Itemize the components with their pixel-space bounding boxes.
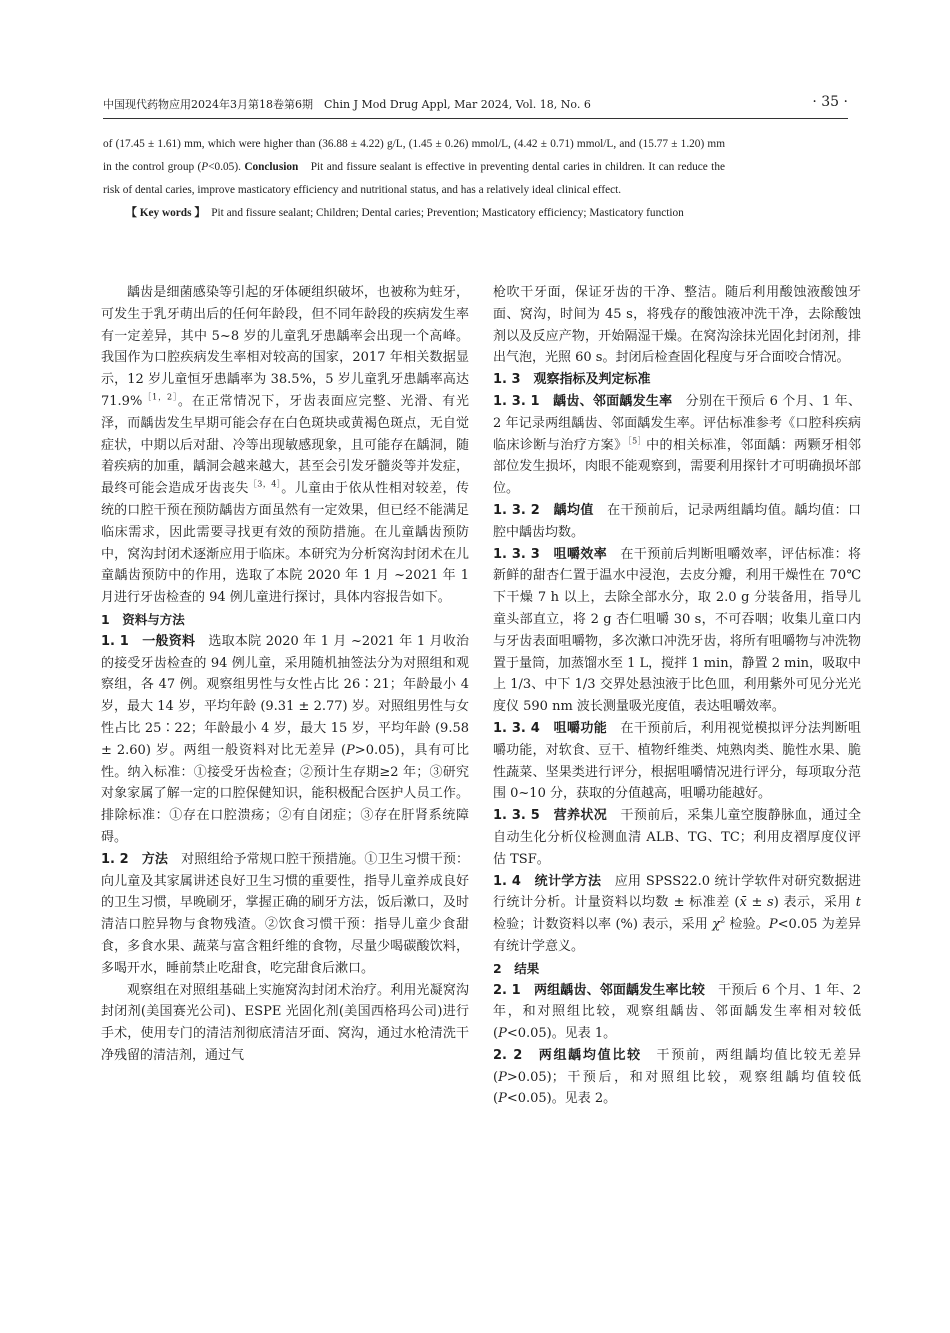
keywords-label: 【 Key words 】 [125,207,200,219]
subsection-heading: 1. 1 一般资料 [101,633,196,649]
section-caries-incidence: 1. 3. 1 龋齿、邻面龋发生率 分别在干预后 6 个月、1 年、2 年记录两组龋齿、邻面龋发生率。评估标准参考《口腔科疾病临床诊断与治疗方案》$^{[5]}$中的相关标准，邻面龋：两颗牙相邻部位发生损坏，肉眼不能观察到，需要利用探针才可明确损坏部位。 [493,393,861,497]
abstract-results-conclusion: of (17.45 ± 1.61) mm, which were higher than (36.88 ± 4.22) g/L, (1.45 ± 0.26) mmol/L, (4.42 ± 0.71) mmol/L, and (15.77 ± 1.20) mm in the control group (P<0.05). Conclusion Pit and fissure sealant is effective in preventing dental caries in children. It can reduce the risk of dental caries, improve masticatory efficiency and nutritional status, and has a relatively ideal clinical effect. [103,138,725,196]
section-nutrition: 1. 3. 5 营养状况 干预前后，采集儿童空腹静脉血，通过全自动生化分析仪检测血清 ALB、TG、TC；利用皮褶厚度仪评估 TSF。 [493,808,861,867]
right-column [493,282,861,1110]
section-masticatory-efficiency: 1. 3. 3 咀嚼效率 在干预前后判断咀嚼效率，评估标准：将新鲜的甜杏仁置于温水中浸泡，去皮分瓣，利用干燥性在 70℃下干燥 7 h 以上，去除全部水分，取 2.0 g 分装备用，指导儿童头部直立，将 2 g 杏仁咀嚼 30 s，不可吞咽；收集儿童口内与牙齿表面咀嚼物，多次漱口冲洗牙齿，将所有咀嚼物与冲洗物置于量筒，加蒸馏水至 1 L，搅拌 1 min，静置 2 min，吸取中上 1/3、中下 1/3 交界处悬浊液于比色皿，利用紫外可见分光光度仪 590 nm 波长测量吸光度值，表达咀嚼效率。 [493,546,861,715]
section-result-incidence: 2. 1 两组龋齿、邻面龋发生率比较 干预后 6 个月、1 年、2 年，和对照组比较，观察组龋齿、邻面龋发生率相对较低 (P<0.05)。见表 1。 [493,982,861,1042]
running-header [103,96,848,116]
citation-ref: ［5］ [627,436,647,446]
header-divider [103,118,848,119]
section-dmft: 1. 3. 2 龋均值 在干预前后，记录两组龋均值。龋均值：口腔中龋齿均数。 [493,502,861,540]
subsection-heading: 1. 3. 1 龋齿、邻面龋发生率 [493,393,673,409]
subsection-heading: 1. 3. 3 咀嚼效率 [493,546,608,562]
page-number: · 35 · [812,94,848,110]
section-general-data: 1. 1 一般资料 选取本院 2020 年 1 月 ~2021 年 1 月收治的接受牙齿检查的 94 例儿童，采用随机抽签法分为对照组和观察组，各 47 例。观察组男性与女性占比 26∶21；年龄最小 4 岁，最大 14 岁，平均年龄 (9.31 ± 2.77) 岁。对照组男性与女性占比 25∶22；年龄最小 4 岁，最大 15 岁，平均年龄 (9.58 ± 2.60) 岁。两组一般资料对比无差异 (P>0.05)，具有可比性。纳入标准：①接受牙齿检查；②预计生存期≥2 年；③研究对象家属了解一定的口腔保健知识，能积极配合医护人员工作。排除标准：①存在口腔溃疡；②有自闭症；③存在肝肾系统障碍。 [101,633,469,845]
section-statistics: 1. 4 统计学方法 应用 SPSS22.0 统计学软件对研究数据进行统计分析。计量资料以均数 ± 标准差 (x̄ ± s) 表示，采用 t 检验；计数资料以率 (%) 表示，采用 $\chi^2$ 检验。P<0.05 为差异有统计学意义。 [493,873,861,954]
section-heading-results: 2 结果 [493,960,540,976]
subsection-heading: 2. 1 两组龋齿、邻面龋发生率比较 [493,982,705,998]
methods-continued: 枪吹干牙面，保证牙齿的干净、整洁。随后利用酸蚀液酸蚀牙面、窝沟，时间为 45 s，将残存的酸蚀液冲洗干净，去除酸蚀剂以及反应产物，开始隔湿干燥。在窝沟涂抹光固化封闭剂，排出气泡，光照 60 s。封闭后检查固化程度与牙合面咬合情况。 [493,285,861,366]
section-masticatory-function: 1. 3. 4 咀嚼功能 在干预前后，利用视觉模拟评分法判断咀嚼功能，对软食、豆干、植物纤维类、炖熟肉类、脆性水果、脆性蔬菜、坚果类进行评分，根据咀嚼情况进行评分，每项取分范围 0~10 分，获取的分值越高，咀嚼功能越好。 [493,720,861,802]
subsection-heading: 2. 2 两组龋均值比较 [493,1047,642,1063]
left-column [101,282,469,1067]
subsection-heading-indicators: 1. 3 观察指标及判定标准 [493,372,651,388]
introduction-paragraph: 龋齿是细菌感染等引起的牙体硬组织破坏，也被称为蛀牙，可发生于乳牙萌出后的任何年龄段，但不同年龄段的疾病发生率有一定差异，其中 5~8 岁的儿童乳牙患龋率会出现一个高峰。我国作为口腔疾病发生率相对较高的国家，2017 年相关数据显示，12 岁儿童恒牙患龋率为 38.5%，5 岁儿童乳牙患龋率高达 71.9%$^{[1,2]}$。在正常情况下，牙齿表面应完整、光滑、有光泽，而龋齿发生早期可能会存在白色斑块或黄褐色斑点，无自觉症状，中期以后对甜、冷等出现敏感现象，且可能存在龋洞，随着疾病的加重，龋洞会越来越大，甚至会引发牙髓炎等并发症，最终可能会造成牙齿丧失$^{[3,4]}$。儿童由于依从性相对较差，传统的口腔干预在预防龋齿方面虽然有一定效果，但已经不能满足临床需求，因此需要寻找更有效的预防措施。在儿童龋齿预防中，窝沟封闭术逐渐应用于临床。本研究为分析窝沟封闭术在儿童龋齿预防中的作用，选取了本院 2020 年 1 月 ~2021 年 1 月进行牙齿检查的 94 例儿童进行探讨，具体内容报告如下。 [101,285,469,606]
conclusion-label: Conclusion [244,161,299,173]
section-methods: 1. 2 方法 对照组给予常规口腔干预措施。①卫生习惯干预：向儿童及其家属讲述良好卫生习惯的重要性，指导儿童养成良好的卫生习惯，早晚刷牙，掌握正确的刷牙方法，饭后漱口，及时清洁口腔异物与食物残渣。②饮食习惯干预：指导儿童少食甜食，多食水果、蔬菜与富含粗纤维的食物，尽量少喝碳酸饮料，多喝开水，睡前禁止吃甜食，吃完甜食后漱口。 [101,851,469,976]
subsection-heading: 1. 3. 2 龋均值 [493,502,594,518]
keywords: 【 Key words 】 Pit and fissure sealant; Children; Dental caries; Prevention; Masticatory efficiency; Masticatory function [125,207,684,219]
citation-ref: ［1，2］ [142,392,178,402]
journal-citation: 中国现代药物应用2024年3月第18卷第6期 Chin J Mod Drug Appl, Mar 2024, Vol. 18, No. 6 [103,98,591,111]
section-heading-materials-methods: 1 资料与方法 [101,611,185,627]
english-abstract [103,133,725,225]
subsection-heading: 1. 4 统计学方法 [493,873,602,889]
citation-ref: ［3，4］ [248,479,282,489]
section-result-dmft: 2. 2 两组龋均值比较 干预前，两组龋均值比较无差异 (P>0.05)；干预后，和对照组比较，观察组龋均值较低 (P<0.05)。见表 2。 [493,1047,861,1107]
subsection-heading: 1. 3. 5 营养状况 [493,808,608,824]
subsection-heading: 1. 2 方法 [101,851,169,867]
methods-observation-paragraph: 观察组在对照组基础上实施窝沟封闭术治疗。利用光凝窝沟封闭剂(美国赛光公司)、ESPE 光固化剂(美国西格玛公司)进行手术，使用专门的清洁剂彻底清洁牙面、窝沟，通过水枪清洗干净残留的清洁剂，通过气 [101,982,469,1063]
subsection-heading: 1. 3. 4 咀嚼功能 [493,720,608,736]
